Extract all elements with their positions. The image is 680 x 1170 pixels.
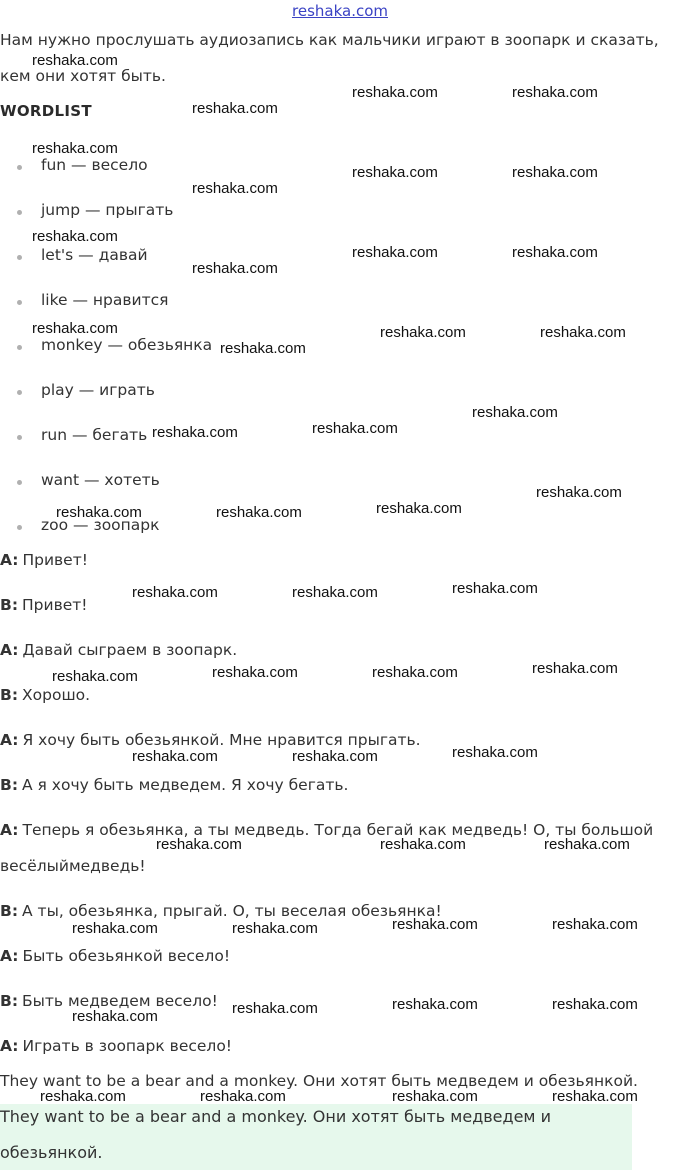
watermark: reshaka.com: [52, 668, 138, 685]
watermark: reshaka.com: [220, 340, 306, 357]
dialogue-text: Давай сыграем в зоопарк.: [22, 641, 238, 659]
watermark: reshaka.com: [32, 320, 118, 337]
watermark: reshaka.com: [392, 996, 478, 1013]
watermark: reshaka.com: [152, 424, 238, 441]
wordlist-item: play — играть: [41, 381, 155, 399]
dialogue-text: А ты, обезьянка, прыгай. О, ты веселая обезьянка!: [22, 902, 442, 920]
watermark: reshaka.com: [532, 660, 618, 677]
dialogue-text: Теперь я обезьянка, а ты медведь. Тогда бегай как медведь! О, ты большой: [22, 821, 654, 839]
summary-text: They want to be a bear and a monkey. Они хотят быть медведем и обезьянкой.: [0, 1072, 638, 1090]
watermark: reshaka.com: [544, 836, 630, 853]
watermark: reshaka.com: [352, 84, 438, 101]
wordlist-item: monkey — обезьянка: [41, 336, 213, 354]
watermark: reshaka.com: [536, 484, 622, 501]
dialogue-line: [0, 902, 442, 920]
watermark: reshaka.com: [452, 580, 538, 597]
intro-line-1: Нам нужно прослушать аудиозапись как мальчики играют в зоопарк и сказать,: [0, 31, 659, 49]
watermark: reshaka.com: [72, 1008, 158, 1025]
speaker-label: A:: [0, 641, 19, 659]
dialogue-line-continuation: весёлыймедведь!: [0, 857, 146, 875]
dialogue-line: [0, 596, 88, 614]
dialogue-text: Быть обезьянкой весело!: [22, 947, 231, 965]
watermark: reshaka.com: [372, 664, 458, 681]
watermark: reshaka.com: [192, 180, 278, 197]
watermark: reshaka.com: [380, 836, 466, 853]
wordlist-item: fun — весело: [41, 156, 148, 174]
dialogue-text: Хорошо.: [22, 686, 91, 704]
dialogue-line: [0, 1037, 232, 1055]
watermark: reshaka.com: [552, 1088, 638, 1105]
wordlist-item: run — бегать: [41, 426, 148, 444]
watermark: reshaka.com: [512, 84, 598, 101]
watermark: reshaka.com: [32, 52, 118, 69]
watermark: reshaka.com: [292, 748, 378, 765]
watermark: reshaka.com: [540, 324, 626, 341]
watermark: reshaka.com: [512, 244, 598, 261]
watermark: reshaka.com: [192, 260, 278, 277]
watermark: reshaka.com: [232, 920, 318, 937]
dialogue-text: А я хочу быть медведем. Я хочу бегать.: [22, 776, 349, 794]
watermark: reshaka.com: [472, 404, 558, 421]
watermark: reshaka.com: [312, 420, 398, 437]
intro-line-2: кем они хотят быть.: [0, 67, 166, 85]
dialogue-line: [0, 641, 237, 659]
wordlist-item: zoo — зоопарк: [41, 516, 160, 534]
watermark: reshaka.com: [352, 244, 438, 261]
watermark: reshaka.com: [216, 504, 302, 521]
watermark: reshaka.com: [132, 748, 218, 765]
watermark: reshaka.com: [452, 744, 538, 761]
dialogue-text: Я хочу быть обезьянкой. Мне нравится прыгать.: [22, 731, 421, 749]
answer-line-2: обезьянкой.: [0, 1143, 103, 1162]
header-watermark[interactable]: reshaka.com: [292, 2, 388, 20]
watermark: reshaka.com: [40, 1088, 126, 1105]
dialogue-line: [0, 776, 348, 794]
dialogue-text: Привет!: [22, 551, 88, 569]
bullet-icon: [17, 435, 22, 440]
bullet-icon: [17, 345, 22, 350]
answer-line-1: They want to be a bear and a monkey. Они хотят быть медведем и: [0, 1107, 551, 1126]
watermark: reshaka.com: [212, 664, 298, 681]
watermark: reshaka.com: [200, 1088, 286, 1105]
wordlist-item: let's — давай: [41, 246, 148, 264]
watermark: reshaka.com: [156, 836, 242, 853]
watermark: reshaka.com: [72, 920, 158, 937]
speaker-label: B:: [0, 686, 19, 704]
watermark: reshaka.com: [32, 140, 118, 157]
wordlist-title: WORDLIST: [0, 102, 92, 120]
watermark: reshaka.com: [132, 584, 218, 601]
bullet-icon: [17, 525, 22, 530]
wordlist-item: like — нравится: [41, 291, 169, 309]
speaker-label: B:: [0, 992, 19, 1010]
watermark: reshaka.com: [380, 324, 466, 341]
speaker-label: A:: [0, 821, 19, 839]
speaker-label: A:: [0, 551, 19, 569]
bullet-icon: [17, 210, 22, 215]
watermark: reshaka.com: [392, 916, 478, 933]
speaker-label: A:: [0, 1037, 19, 1055]
speaker-label: B:: [0, 776, 19, 794]
speaker-label: A:: [0, 947, 19, 965]
speaker-label: B:: [0, 902, 19, 920]
watermark: reshaka.com: [376, 500, 462, 517]
watermark: reshaka.com: [232, 1000, 318, 1017]
watermark: reshaka.com: [32, 228, 118, 245]
watermark: reshaka.com: [392, 1088, 478, 1105]
dialogue-line: [0, 551, 88, 569]
watermark: reshaka.com: [352, 164, 438, 181]
dialogue-line: [0, 686, 90, 704]
watermark: reshaka.com: [292, 584, 378, 601]
bullet-icon: [17, 300, 22, 305]
watermark: reshaka.com: [512, 164, 598, 181]
dialogue-line: [0, 731, 421, 749]
bullet-icon: [17, 390, 22, 395]
bullet-icon: [17, 165, 22, 170]
bullet-icon: [17, 255, 22, 260]
dialogue-text: Играть в зоопарк весело!: [22, 1037, 233, 1055]
wordlist-item: jump — прыгать: [41, 201, 174, 219]
dialogue-text: Быть медведем весело!: [22, 992, 218, 1010]
wordlist-item: want — хотеть: [41, 471, 160, 489]
dialogue-line: [0, 947, 230, 965]
watermark: reshaka.com: [56, 504, 142, 521]
watermark: reshaka.com: [552, 996, 638, 1013]
speaker-label: A:: [0, 731, 19, 749]
watermark: reshaka.com: [192, 100, 278, 117]
speaker-label: B:: [0, 596, 19, 614]
watermark: reshaka.com: [552, 916, 638, 933]
bullet-icon: [17, 480, 22, 485]
dialogue-text: Привет!: [22, 596, 88, 614]
